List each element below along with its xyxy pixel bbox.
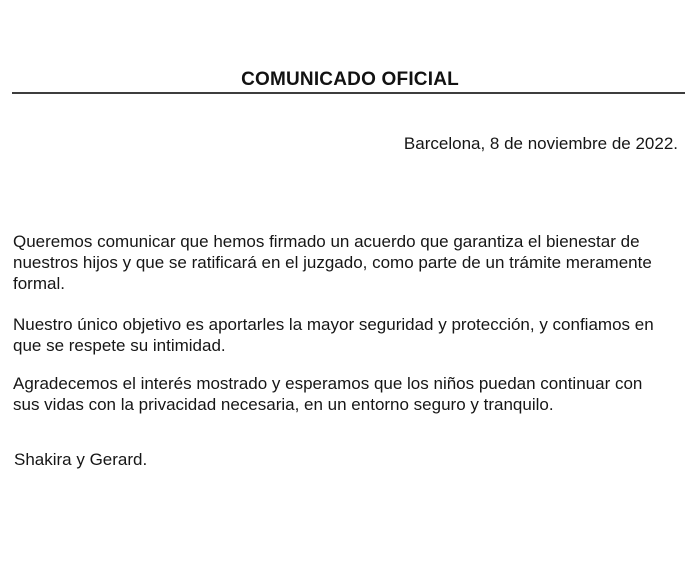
paragraph-2 (13, 314, 680, 356)
paragraph-3 (13, 373, 680, 415)
title-divider-rule (12, 92, 685, 94)
paragraph-line: Queremos comunicar que hemos firmado un acuerdo que garantiza el bienestar de (13, 232, 640, 251)
paragraph-line: Agradecemos el interés mostrado y esperamos que los niños puedan continuar con (13, 374, 643, 393)
paragraph-1 (13, 231, 680, 294)
paragraph-line: nuestros hijos y que se ratificará en el juzgado, como parte de un trámite meramente (13, 253, 652, 272)
document-title: COMUNICADO OFICIAL (241, 69, 459, 90)
paragraph-line: sus vidas con la privacidad necesaria, en un entorno seguro y tranquilo. (13, 395, 554, 414)
dateline: Barcelona, 8 de noviembre de 2022. (403, 134, 678, 153)
paragraph-line: que se respete su intimidad. (13, 336, 226, 355)
paragraph-line: Nuestro único objetivo es aportarles la mayor seguridad y protección, y confiamos en (13, 315, 654, 334)
paragraph-line: formal. (13, 274, 65, 293)
signature: Shakira y Gerard. (14, 450, 148, 469)
